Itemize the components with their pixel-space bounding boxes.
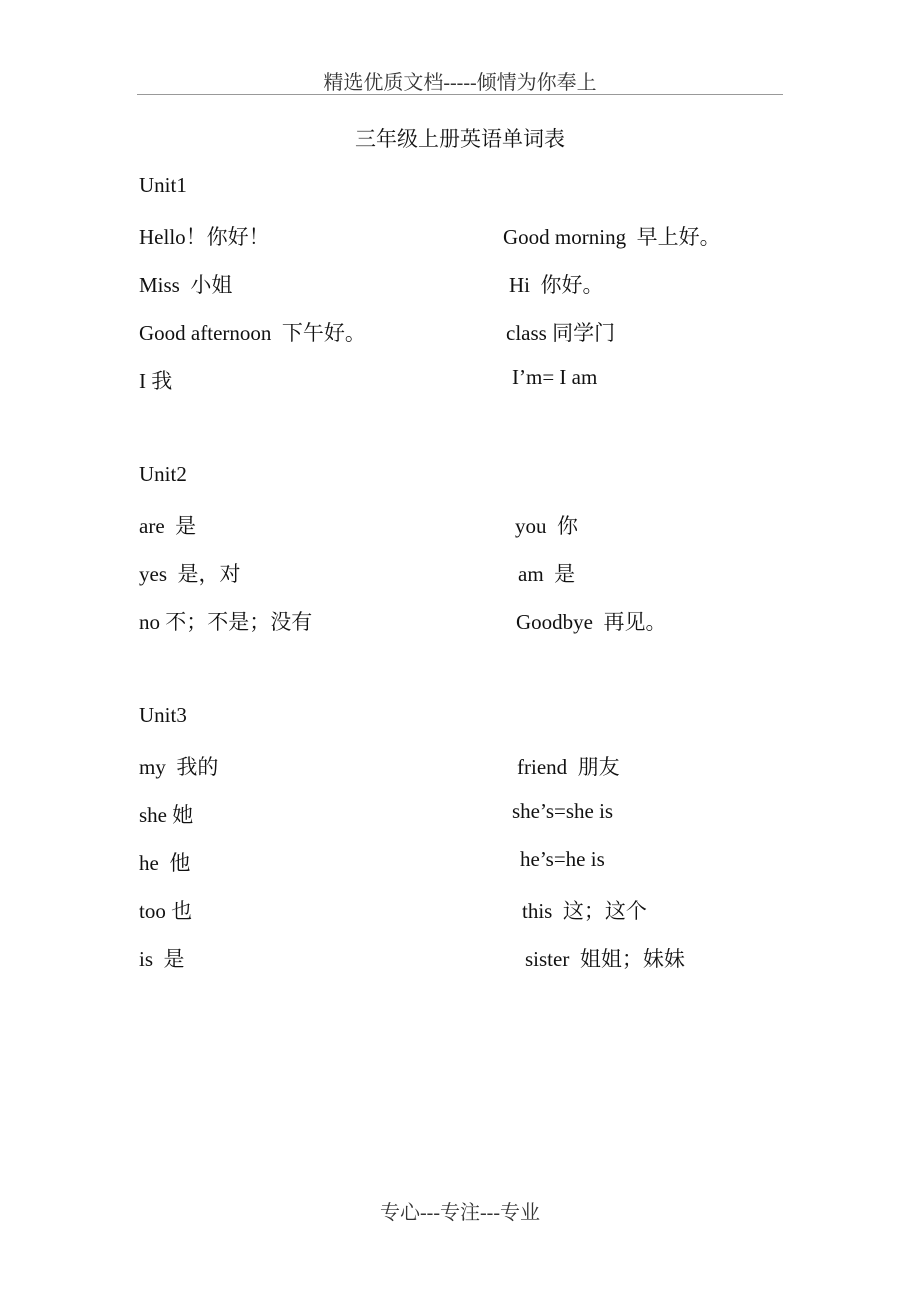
vocab-row <box>139 943 839 973</box>
vocab-left: Hello！你好！ <box>139 225 270 249</box>
vocab-left: are 是 <box>139 514 197 538</box>
document-title: 三年级上册英语单词表 <box>355 127 565 151</box>
vocab-right: sister 姐姐；妹妹 <box>525 947 685 971</box>
vocab-row <box>139 365 839 395</box>
vocab-left: my 我的 <box>139 755 219 779</box>
vocab-right: I’m= I am <box>512 365 598 389</box>
vocab-right: this 这；这个 <box>522 899 647 923</box>
vocab-row <box>139 317 839 347</box>
unit-heading: Unit1 <box>139 173 187 197</box>
vocab-right: you 你 <box>515 514 578 538</box>
vocab-row <box>139 558 839 588</box>
vocab-right: Hi 你好。 <box>509 273 604 297</box>
vocab-left: Good afternoon 下午好。 <box>139 321 366 345</box>
vocab-right: Goodbye 再见。 <box>516 610 667 634</box>
page-footer: 专心---专注---专业 <box>380 1202 540 1224</box>
vocab-right: he’s=he is <box>520 847 605 871</box>
vocab-left: is 是 <box>139 947 185 971</box>
vocab-row <box>139 799 839 829</box>
header-divider <box>137 94 783 95</box>
vocab-right: friend 朋友 <box>517 755 620 779</box>
vocab-row <box>139 510 839 540</box>
vocab-row <box>139 751 839 781</box>
vocab-row <box>139 895 839 925</box>
unit-heading: Unit3 <box>139 703 187 727</box>
vocab-left: Miss 小姐 <box>139 273 233 297</box>
vocab-left: too 也 <box>139 899 193 923</box>
vocab-left: he 他 <box>139 851 191 875</box>
vocab-right: class 同学门 <box>506 321 616 345</box>
vocab-left: no 不；不是；没有 <box>139 610 313 634</box>
vocab-left: yes 是，对 <box>139 562 241 586</box>
vocab-row <box>139 606 839 636</box>
vocab-left: I 我 <box>139 369 173 393</box>
vocab-right: am 是 <box>518 562 576 586</box>
vocab-right: she’s=she is <box>512 799 614 823</box>
vocab-right: Good morning 早上好。 <box>503 225 721 249</box>
vocab-left: she 她 <box>139 803 194 827</box>
vocab-row <box>139 269 839 299</box>
unit-heading: Unit2 <box>139 462 187 486</box>
vocab-row <box>139 847 839 877</box>
vocab-row <box>139 221 839 251</box>
header-text: 精选优质文档-----倾情为你奉上 <box>323 72 597 94</box>
